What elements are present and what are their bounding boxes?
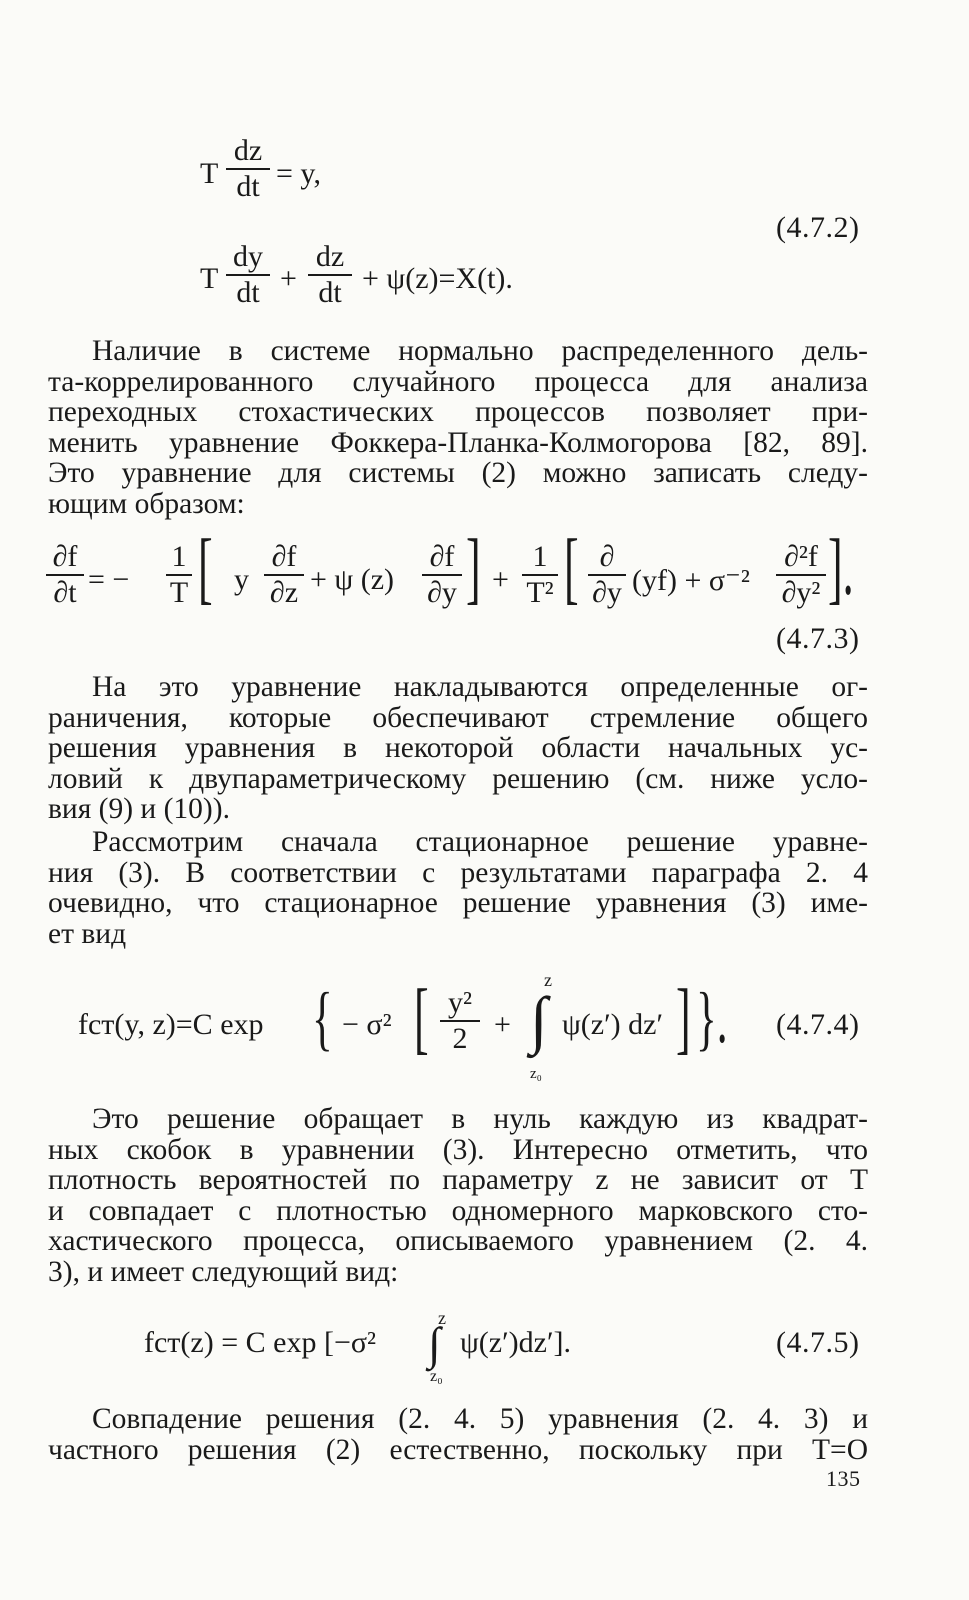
text-line: На это уравнение накладываются определенные ог-	[92, 671, 868, 703]
bracket: ]	[466, 524, 481, 612]
numerator: ∂²f	[784, 540, 818, 573]
text-line: и совпадает с плотностью одномерного марковского сто-	[48, 1194, 868, 1227]
bracket: ]	[676, 974, 691, 1062]
bracket: [	[564, 524, 579, 612]
denominator: ∂t	[53, 576, 77, 609]
eq-symbol: T	[200, 262, 219, 295]
numerator: ∂	[599, 540, 615, 573]
eq-term: (yf) + σ⁻²	[632, 564, 750, 597]
denominator: dt	[318, 276, 342, 309]
text-line: менить уравнение Фоккера-Планка-Колмогорова [82, 89].	[48, 426, 868, 459]
text-line: та-коррелированного случайного процесса для анализа	[48, 365, 868, 398]
fraction	[588, 540, 626, 610]
text-line: плотность вероятностей по параметру z не зависит от T	[48, 1164, 868, 1197]
eq-sign: = −	[88, 563, 130, 596]
denominator: dt	[236, 170, 260, 203]
denominator: ∂y	[427, 576, 457, 609]
numerator: dz	[233, 134, 263, 167]
denominator: ∂y	[592, 576, 622, 609]
eq-rhs: + ψ(z)=X(t).	[362, 262, 513, 295]
fraction	[522, 540, 558, 610]
numerator: 1	[171, 540, 187, 573]
brace: {	[312, 978, 333, 1058]
denominator: ∂y²	[781, 576, 821, 609]
integrand: ψ(z′)dz′].	[460, 1326, 572, 1359]
integrand: ψ(z′) dz′	[562, 1008, 664, 1041]
numerator: dy	[233, 240, 263, 273]
fraction	[264, 540, 304, 610]
equation-number: (4.7.4)	[776, 1008, 860, 1041]
denominator: 2	[452, 1022, 468, 1055]
text-line: ет вид	[48, 917, 127, 950]
text-line: раничения, которые обеспечивают стремление общего	[48, 701, 868, 734]
eq-term: + ψ (z)	[310, 563, 394, 596]
bracket: [	[414, 974, 429, 1062]
text-line: решения уравнения в некоторой области начальных ус-	[48, 732, 868, 765]
eq-lhs: fст(z) = C exp [−σ²	[144, 1326, 377, 1359]
integral-upper-limit: z	[438, 1308, 446, 1328]
eq-symbol: y	[234, 563, 249, 596]
integral-sign: ∫	[530, 984, 548, 1055]
eq-symbol: T	[200, 157, 219, 190]
numerator: ∂f	[271, 540, 297, 573]
bracket: [	[198, 524, 213, 612]
text-line: Наличие в системе нормально распределенного дель-	[92, 335, 868, 367]
paragraph	[48, 827, 868, 949]
eq-plus: +	[494, 1008, 511, 1041]
page-number: 135	[826, 1466, 861, 1491]
equation-number: (4.7.5)	[776, 1326, 860, 1359]
numerator: dz	[315, 240, 345, 273]
text-line: очевидно, что стационарное решение уравнения (3) име-	[48, 887, 868, 920]
numerator: y²	[448, 986, 472, 1019]
paragraph	[48, 1404, 868, 1465]
fraction	[46, 540, 84, 610]
denominator: T²	[526, 576, 554, 609]
text-line: ловий к двупараметрическому решению (см. ниже усло-	[48, 762, 868, 795]
text-line: Это решение обращает в нуль каждую из квадрат-	[92, 1103, 868, 1135]
denominator: dt	[236, 276, 260, 309]
eq-plus: +	[280, 262, 297, 295]
fraction	[422, 540, 462, 610]
integral-lower-limit: z₀	[530, 1066, 542, 1082]
paragraph	[48, 336, 868, 520]
text-line: Это уравнение для системы (2) можно записать следу-	[48, 457, 868, 490]
integral-upper-limit: z	[544, 970, 552, 990]
fraction	[308, 240, 352, 310]
fraction	[166, 540, 192, 610]
text-line: Совпадение решения (2. 4. 5) уравнения (2. 4. 3) и	[92, 1403, 868, 1435]
text-line: ния (3). В соответствии с результатами параграфа 2. 4	[48, 856, 868, 889]
denominator: T	[169, 576, 189, 609]
text-line: Рассмотрим сначала стационарное решение уравне-	[92, 826, 868, 858]
text-line: 3), и имеет следующий вид:	[48, 1255, 399, 1288]
text-line: вия (9) и (10)).	[48, 793, 230, 826]
text-line: переходных стохастических процессов позволяет при-	[48, 396, 868, 429]
fraction	[776, 540, 826, 610]
eq-plus: +	[492, 563, 509, 596]
fraction	[226, 134, 270, 204]
eq-lhs: fст(y, z)=C exp	[78, 1008, 264, 1041]
text-line: ных скобок в уравнении (3). Интересно отметить, что	[48, 1133, 868, 1166]
fraction	[440, 986, 480, 1056]
equation-number: (4.7.2)	[776, 211, 860, 244]
integral-lower-limit: z₀	[430, 1368, 443, 1385]
bracket: ].	[828, 524, 854, 612]
eq-term: − σ²	[342, 1008, 392, 1041]
numerator: ∂f	[429, 540, 455, 573]
eq-rhs: = y,	[276, 157, 321, 190]
paragraph	[48, 672, 868, 825]
integral-sign: ∫	[428, 1318, 441, 1369]
text-line: хастического процесса, описываемого уравнением (2. 4.	[48, 1225, 868, 1258]
text-line: частного решения (2) естественно, поскольку при T=O	[48, 1433, 868, 1466]
text-line: ющим образом:	[48, 487, 245, 520]
denominator: ∂z	[269, 576, 299, 609]
numerator: 1	[532, 540, 548, 573]
paragraph	[48, 1104, 868, 1288]
fraction	[226, 240, 270, 310]
numerator: ∂f	[52, 540, 78, 573]
brace: }.	[696, 978, 728, 1058]
equation-number: (4.7.3)	[776, 622, 860, 655]
